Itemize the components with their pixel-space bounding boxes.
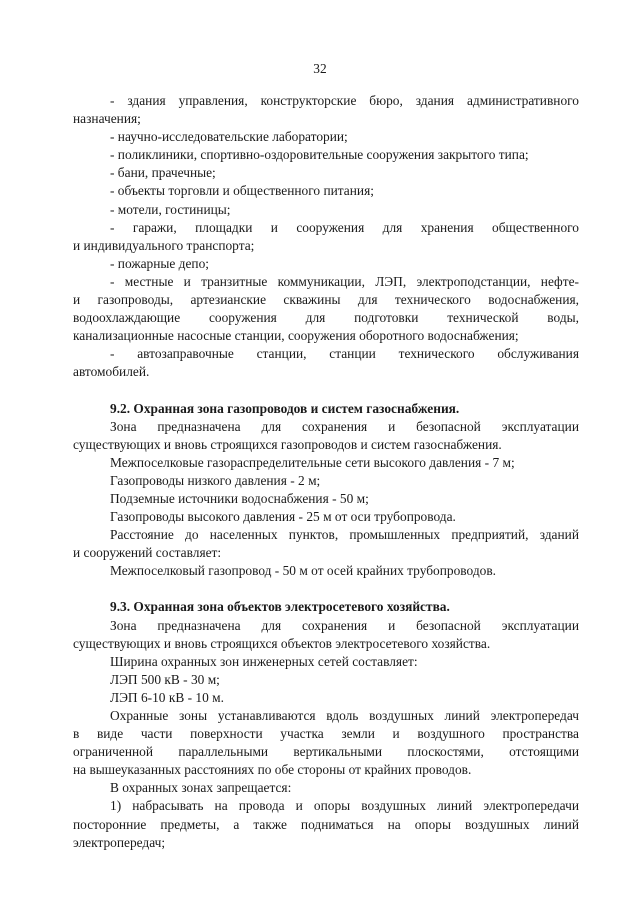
paragraph-line: существующих и вновь строящихся объектов электросетевого хозяйства. — [73, 635, 491, 651]
list-item: - объекты торговли и общественного питания; — [110, 183, 374, 199]
paragraph-line: Расстояние до населенных пунктов, промышленных предприятий, зданий — [110, 527, 579, 543]
list-item: - бани, прачечные; — [110, 165, 216, 181]
paragraph-line: Ширина охранных зон инженерных сетей составляет: — [110, 653, 418, 669]
list-item: - здания управления, конструкторские бюро, здания административного — [110, 93, 579, 108]
list-item: - поликлиники, спортивно-оздоровительные сооружения закрытого типа; — [110, 147, 529, 163]
paragraph-line: Межпоселковый газопровод - 50 м от осей крайних трубопроводов. — [110, 563, 497, 579]
paragraph-line: В охранных зонах запрещается: — [110, 780, 292, 796]
use-list — [73, 92, 579, 382]
page-number: 32 — [313, 61, 327, 76]
paragraph-line: Межпоселковые газораспределительные сети высокого давления - 7 м; — [110, 454, 515, 470]
paragraph-line: Газопроводы высокого давления - 25 м от оси трубопровода. — [110, 509, 456, 525]
body-text — [73, 92, 579, 852]
list-item: - местные и транзитные коммуникации, ЛЭП, электроподстанции, нефте- — [110, 273, 579, 289]
list-item: - мотели, гостиницы; — [110, 201, 231, 217]
paragraph-line: Газопроводы низкого давления - 2 м; — [110, 472, 321, 488]
list-item: - пожарные депо; — [110, 255, 210, 271]
paragraph-line: ЛЭП 500 кВ - 30 м; — [110, 671, 220, 687]
list-item-cont: и индивидуального транспорта; — [73, 237, 255, 253]
list-item: - научно-исследовательские лаборатории; — [110, 129, 348, 145]
section-9-2 — [73, 400, 579, 581]
section-9-3 — [73, 598, 579, 851]
list-item-cont: автомобилей. — [73, 364, 150, 380]
paragraph-line: электропередач; — [73, 834, 166, 850]
list-item-cont: канализационные насосные станции, сооружения оборотного водоснабжения; — [73, 328, 519, 344]
paragraph-line: в виде части поверхности участка земли и воздушного пространства — [73, 726, 579, 742]
paragraph-line: и сооружений составляет: — [73, 545, 222, 561]
paragraph-line: ЛЭП 6-10 кВ - 10 м. — [110, 689, 224, 705]
paragraph-line: 1) набрасывать на провода и опоры воздушных линий электропередачи — [110, 798, 579, 814]
paragraph-line: Зона предназначена для сохранения и безопасной эксплуатации — [110, 418, 579, 434]
paragraph-line: посторонние предметы, а также подниматься на опоры воздушных линий — [73, 816, 579, 832]
list-item-cont: водоохлаждающие сооружения для подготовки технической воды, — [73, 310, 579, 326]
paragraph-line: существующих и вновь строящихся газопроводов и систем газоснабжения. — [73, 436, 502, 452]
list-item-cont: назначения; — [73, 111, 141, 127]
paragraph-line: на вышеуказанных расстояниях по обе стороны от крайних проводов. — [73, 762, 472, 778]
paragraph-line: Подземные источники водоснабжения - 50 м; — [110, 490, 369, 506]
paragraph-line: Охранные зоны устанавливаются вдоль воздушных линий электропередач — [110, 708, 579, 723]
section-heading: 9.2. Охранная зона газопроводов и систем газоснабжения. — [110, 400, 460, 416]
list-item: - гаражи, площадки и сооружения для хранения общественного — [110, 219, 579, 235]
list-item: - автозаправочные станции, станции технического обслуживания — [110, 346, 579, 362]
section-heading: 9.3. Охранная зона объектов электросетевого хозяйства. — [110, 599, 450, 615]
list-item-cont: и газопроводы, артезианские скважины для технического водоснабжения, — [73, 292, 579, 308]
paragraph-line: ограниченной параллельными вертикальными плоскостями, отстоящими — [73, 744, 579, 760]
paragraph-line: Зона предназначена для сохранения и безопасной эксплуатации — [110, 617, 579, 633]
